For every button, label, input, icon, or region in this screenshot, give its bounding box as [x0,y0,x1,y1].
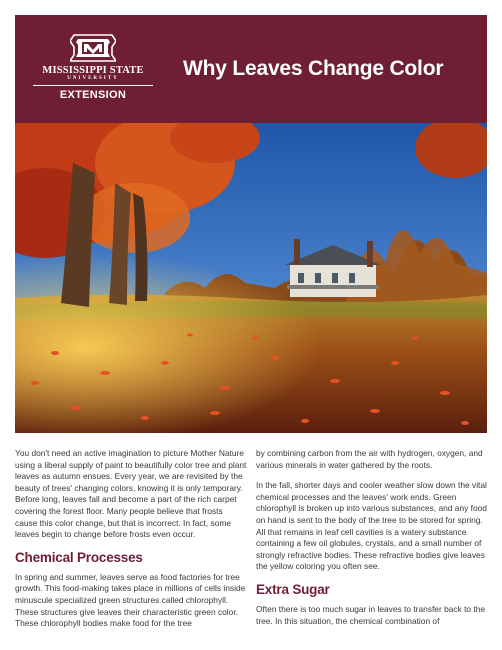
right-column [256,448,488,636]
chemical-paragraph: In spring and summer, leaves serve as food factories for tree growth. This food-making takes place in millions of cells inside minuscule specialized green structures called chlorophyll. These structures give leaves their characteristic green color. These chlorophyll bodies make food for the tree [15,571,246,629]
logo-university: UNIVERSITY [67,76,119,81]
sugar-paragraph: Often there is too much sugar in leaves to transfer back to the tree. In this situation, the chemical combination of [256,603,486,626]
heading-chemical-processes: Chemical Processes [15,549,143,565]
continuation-paragraph: by combining carbon from the air with hydrogen, oxygen, and various minerals in water gathered by the roots. [256,448,483,470]
page-title: Why Leaves Change Color [183,57,444,80]
fall-paragraph: In the fall, shorter days and cooler weather slow down the vital chemical processes and the leaves' work ends. Green chlorophyll is broken up into various substances, and any food on hand is sent to the body of the tree to be stored for spring. All that remains in leaf cell cavities is a watery substance containing a few oil globules, crystals, and a small number of strongly refractive bodies. These refractive bodies give leaves the yellow coloring you often see. [256,480,487,572]
msu-extension-logo[interactable] [33,33,153,119]
header-banner [15,15,487,125]
logo-wordmark: MISSISSIPPI STATE [42,65,144,76]
logo-divider [33,85,153,86]
intro-paragraph: You don't need an active imagination to picture Mother Nature using a liberal supply of paint to beautifully color tree and plant leaves as autumn ensues. Every year, we are revisited by the beauty of trees' changing colors, knowing it is only temporary. Before long, leaves fall and become a part of the rich carpet covering the forest floor. Many people believe that frosts cause this color change, but that is incorrect. In fact, some leaves begin to change before frosts even occur. [15,448,247,540]
left-column [15,448,247,639]
heading-extra-sugar: Extra Sugar [256,581,330,597]
autumn-landscape-photo [15,123,487,433]
msu-state-logo-icon [70,33,116,63]
autumn-landscape-icon [15,123,487,433]
logo-extension: EXTENSION [59,89,127,101]
